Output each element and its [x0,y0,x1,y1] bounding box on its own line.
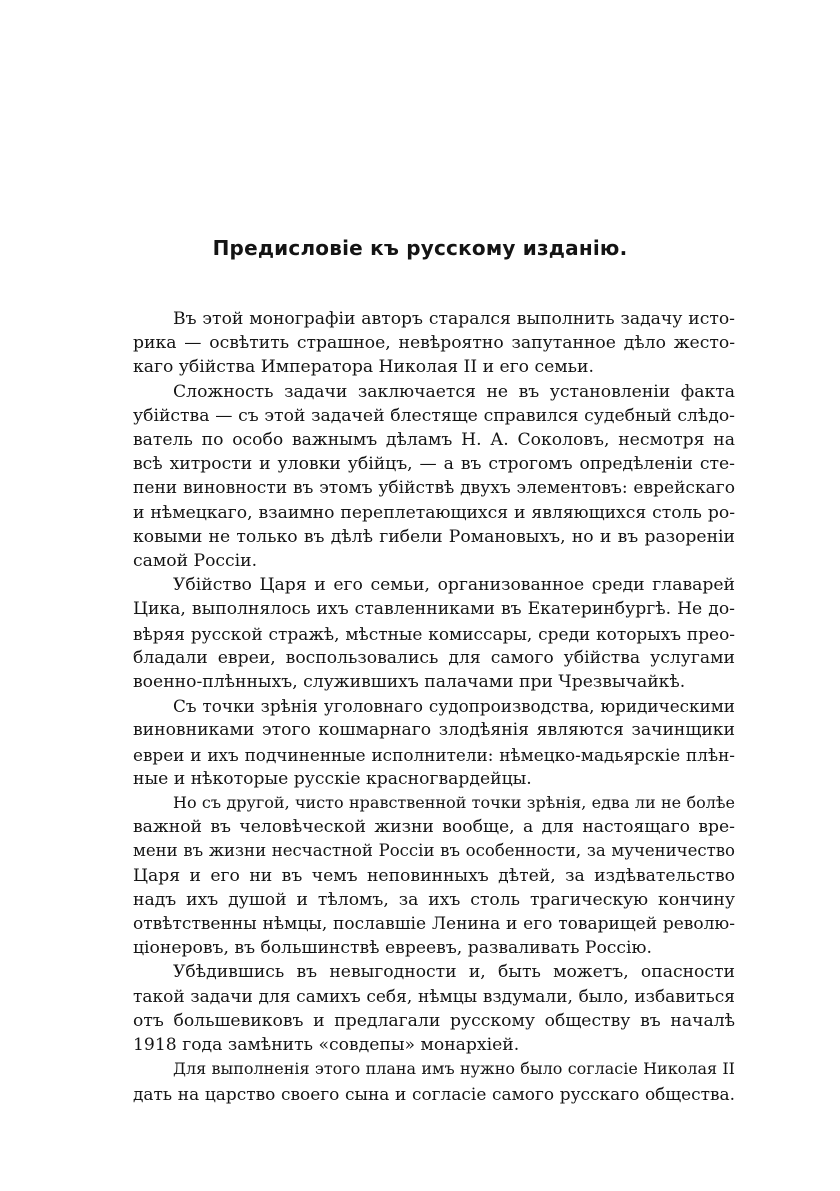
paragraph-5 [133,791,735,960]
text-line: военно-плѣнныхъ, служившихъ палачами при Чрезвычайкѣ. [133,672,686,693]
text-line: всѣ хитрости и уловки убійцъ, — а въ строгомъ опредѣленіи сте- [133,454,735,475]
text-line: виновниками этого кошмарнаго злодѣянія являются зачинщики [133,720,735,741]
text-line: бладали евреи, воспользовались для самого убійства услугами [133,647,735,668]
paragraph-4 [133,694,735,791]
preface-title: Предисловіе къ русскому изданію. [212,236,628,260]
text-line: ковыми не только въ дѣлѣ гибели Романовыхъ, но и въ разореніи [133,526,735,547]
text-line: Съ точки зрѣнія уголовнаго судопроизводства, юридическими [173,696,735,717]
paragraph-7 [133,1057,735,1105]
text-line: такой задачи для самихъ себя, нѣмцы вздумали, было, избавиться [133,986,735,1007]
text-line: Сложность задачи заключается не въ установленіи факта [173,381,735,402]
text-line: Убѣдившись въ невыгодности и, быть можетъ, опасности [173,962,735,983]
text-line: евреи и ихъ подчиненные исполнители: нѣмецко-мадьярскіе плѣн- [133,744,735,765]
paragraph-6 [133,960,735,1057]
text-line: надъ ихъ душой и тѣломъ, за ихъ столь трагическую кончину [133,889,735,910]
text-line: и нѣмецкаго, взаимно переплетающихся и являющихся столь ро- [133,502,735,523]
text-line: отъ большевиковъ и предлагали русскому обществу въ началѣ [133,1010,735,1031]
text-line: 1918 года замѣнить «совдепы» монархіей. [133,1035,520,1056]
text-line: Но съ другой, чисто нравственной точки зрѣнія, едва ли не болѣе [173,793,735,813]
text-line: Убійство Царя и его семьи, организованное среди главарей [173,575,735,596]
paragraph-3 [133,573,735,694]
text-line: Цика, выполнялось ихъ ставленниками въ Екатеринбургѣ. Не до- [133,599,735,620]
text-line: важной въ человѣческой жизни вообще, а для настоящаго вре- [133,817,735,838]
text-line: мени въ жизни несчастной Россіи въ особенности, за мученичество [133,841,735,861]
text-line: вѣряя русской стражѣ, мѣстные комиссары, среди которыхъ прео- [133,623,735,644]
text-line: дать на царство своего сына и согласіе самого русскаго общества. [133,1083,735,1104]
text-line: ные и нѣкоторые русскіе красногвардейцы. [133,768,532,789]
text-line: Царя и его ни въ чемъ неповинныхъ дѣтей, за издѣвательство [133,865,735,886]
paragraph-2 [133,380,735,574]
text-line: самой Россіи. [133,551,258,572]
text-line: пени виновности въ этомъ убійствѣ двухъ элементовъ: еврейскаго [133,478,735,499]
preface-body [133,307,735,1106]
paragraph-1 [133,307,735,380]
text-line: отвѣтственны нѣмцы, пославшіе Ленина и его товарищей револю- [133,914,735,935]
text-line: Въ этой монографіи авторъ старался выполнить задачу исто- [173,309,735,329]
text-line: ціонеровъ, въ большинствѣ евреевъ, разваливать Россію. [133,938,652,959]
text-line: каго убійства Императора Николая II и его семьи. [133,357,594,378]
text-line: рика — освѣтить страшное, невѣроятно запутанное дѣло жесто- [133,333,735,354]
text-line: ватель по особо важнымъ дѣламъ Н. А. Соколовъ, несмотря на [133,430,735,451]
text-line: убійства — съ этой задачей блестяще справился судебный слѣдо- [133,405,735,426]
text-line: Для выполненія этого плана имъ нужно было согласіе Николая II [173,1059,735,1079]
